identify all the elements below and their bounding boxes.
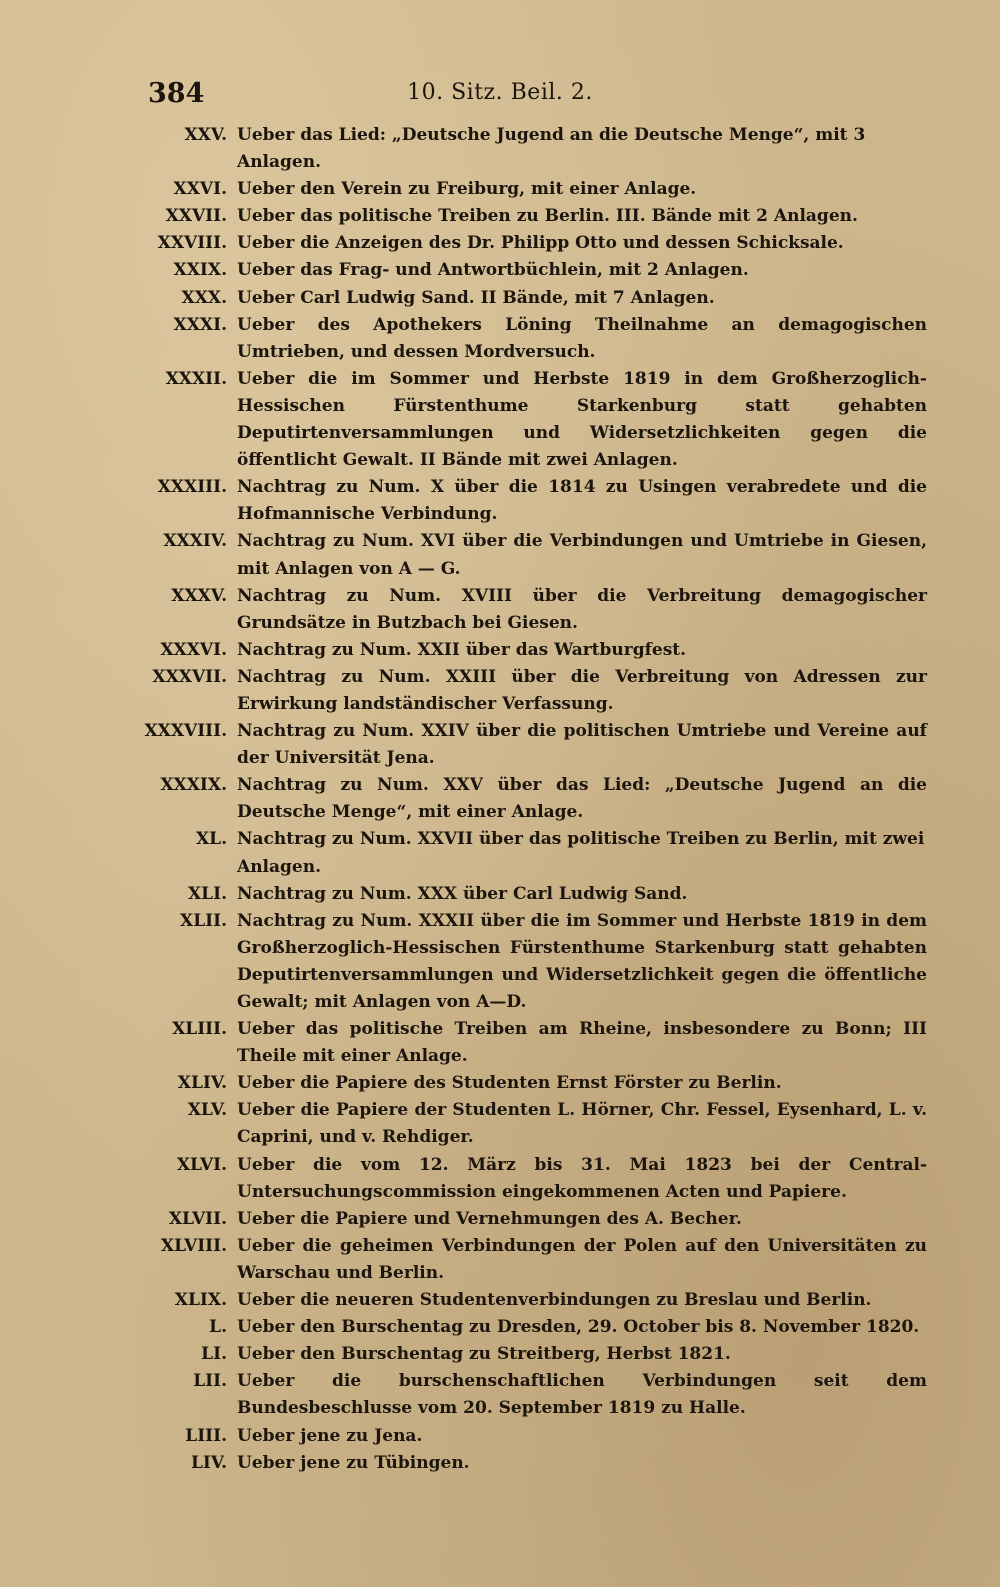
entry-number: XXIX. [173,260,227,281]
entry-text: Ueber den Verein zu Freiburg, mit einer Anlage. [237,179,697,200]
list-item [0,312,1000,366]
list-item [0,1097,1000,1151]
entry-text: Ueber die Papiere der Studenten L. Hörner, Chr. Fessel, Eysenhard, L. v. Caprini, und v. Rehdiger. [237,1100,927,1148]
entry-text: Nachtrag zu Num. XXIV über die politischen Umtriebe und Vereine auf der Universität Jena. [237,721,927,769]
entry-number: XXXII. [165,368,227,389]
entry-text: Ueber das politische Treiben am Rheine, insbesondere zu Bonn; III Theile mit einer Anlage. [237,1019,927,1067]
list-item [0,528,1000,582]
list-item [0,1341,1000,1368]
list-item [0,637,1000,664]
list-item [0,230,1000,257]
list-item [0,881,1000,908]
entry-number: XLV. [187,1100,227,1121]
entry-number: XLVI. [176,1154,227,1175]
entry-number: XXXVI. [160,639,227,660]
entry-number: XXXVII. [152,666,227,687]
entry-number: LIII. [185,1425,227,1446]
entry-text: Ueber jene zu Jena. [237,1425,423,1446]
list-item [0,1423,1000,1450]
entry-text: Nachtrag zu Num. XXII über das Wartburgfest. [237,639,687,660]
entry-number: XLI. [187,883,227,904]
list-item [0,583,1000,637]
entry-number: LI. [201,1344,227,1365]
entry-number: XXXVIII. [144,721,227,742]
entry-text: Ueber die burschenschaftlichen Verbindungen seit dem Bundesbeschlusse vom 20. September 1819 zu Halle. [237,1371,927,1419]
list-item [0,122,1000,176]
entry-text: Nachtrag zu Num. XXXII über die im Sommer und Herbste 1819 in dem Großherzoglich-Hessischen Fürstenthume Starkenburg statt gehabten Deputirtenversammlungen und Widersetzlichkeit gegen die öffentliche Gewalt; mit Anlagen von A—D. [237,910,927,1012]
entry-number: XXXIX. [160,775,227,796]
entry-text: Ueber die vom 12. März bis 31. Mai 1823 bei der Central-Untersuchungscommission eingekommenen Acten und Papiere. [237,1154,927,1202]
entry-number: LIV. [190,1452,227,1473]
list-item [0,908,1000,1016]
entry-text: Nachtrag zu Num. XVI über die Verbindungen und Umtriebe in Giesen, mit Anlagen von A — G. [237,531,927,579]
entry-number: XXV. [184,125,227,145]
entry-text: Ueber die geheimen Verbindungen der Polen auf den Universitäten zu Warschau und Berlin. [237,1235,927,1283]
entry-text: Nachtrag zu Num. X über die 1814 zu Usingen verabredete und die Hofmannische Verbindung. [237,477,927,525]
list-item [0,176,1000,203]
entry-text: Ueber das Lied: „Deutsche Jugend an die Deutsche Menge“, mit 3 Anlagen. [237,125,866,173]
entry-text: Ueber die Papiere des Studenten Ernst Förster zu Berlin. [237,1073,782,1094]
entry-number: XLIV. [177,1073,227,1094]
entry-text: Ueber das politische Treiben zu Berlin. III. Bände mit 2 Anlagen. [237,206,858,227]
page-number: 384 [148,78,205,109]
list-item [0,1233,1000,1287]
entry-text: Ueber den Burschentag zu Streitberg, Herbst 1821. [237,1344,731,1365]
entry-list [0,122,1000,1477]
list-item [0,664,1000,718]
entry-text: Ueber jene zu Tübingen. [237,1452,470,1473]
entry-number: XLVIII. [160,1235,227,1256]
list-item [0,285,1000,312]
list-item [0,826,1000,880]
list-item [0,203,1000,230]
list-item [0,1368,1000,1422]
list-item [0,257,1000,284]
entry-number: XXXIV. [163,531,227,552]
entry-text: Ueber die im Sommer und Herbste 1819 in dem Großherzoglich-Hessischen Fürstenthume Starkenburg statt gehabten Deputirtenversammlungen und Widersetzlichkeiten gegen die öffentlicht Gewalt. II Bände mit zwei Anlagen. [237,368,927,471]
list-item [0,474,1000,528]
entry-number: XLVII. [168,1208,227,1229]
entry-text: Nachtrag zu Num. XVIII über die Verbreitung demagogischer Grundsätze in Butzbach bei Giesen. [237,585,927,633]
list-item [0,718,1000,772]
entry-number: XLIX. [174,1290,227,1311]
entry-text: Ueber des Apothekers Löning Theilnahme an demagogischen Umtrieben, und dessen Mordversuch. [237,314,927,362]
entry-text: Ueber Carl Ludwig Sand. II Bände, mit 7 Anlagen. [237,287,715,308]
entry-number: L. [209,1317,227,1338]
entry-text: Ueber den Burschentag zu Dresden, 29. October bis 8. November 1820. [237,1317,920,1338]
list-item [0,1314,1000,1341]
list-item [0,1206,1000,1233]
list-item [0,1152,1000,1206]
list-item [0,1287,1000,1314]
entry-number: XXXIII. [157,477,227,498]
entry-text: Ueber das Frag- und Antwortbüchlein, mit 2 Anlagen. [237,260,749,281]
entry-number: XXVIII. [157,233,227,254]
list-item [0,1450,1000,1477]
list-item [0,1016,1000,1070]
list-item [0,1070,1000,1097]
entry-number: XL. [195,829,227,850]
entry-number: XXVII. [165,206,227,227]
entry-text: Ueber die Papiere und Vernehmungen des A. Becher. [237,1208,742,1229]
running-head: 10. Sitz. Beil. 2. [407,80,593,105]
entry-number: XXXV. [171,585,227,606]
entry-text: Nachtrag zu Num. XXV über das Lied: „Deutsche Jugend an die Deutsche Menge“, mit einer Anlage. [237,775,927,823]
list-item [0,366,1000,474]
entry-text: Nachtrag zu Num. XXVII über das politische Treiben zu Berlin, mit zwei Anlagen. [237,829,925,877]
entry-number: LII. [193,1371,227,1392]
list-item [0,772,1000,826]
entry-text: Ueber die neueren Studentenverbindungen zu Breslau und Berlin. [237,1290,872,1311]
entry-number: XLII. [180,910,227,931]
entry-number: XXXI. [173,314,227,335]
entry-text: Nachtrag zu Num. XXX über Carl Ludwig Sand. [237,883,688,904]
entry-text: Ueber die Anzeigen des Dr. Philipp Otto und dessen Schicksale. [237,233,844,254]
entry-number: XLIII. [172,1019,227,1040]
entry-text: Nachtrag zu Num. XXIII über die Verbreitung von Adressen zur Erwirkung landständischer Verfassung. [237,666,927,714]
entry-number: XXVI. [173,179,227,200]
entry-number: XXX. [181,287,227,308]
